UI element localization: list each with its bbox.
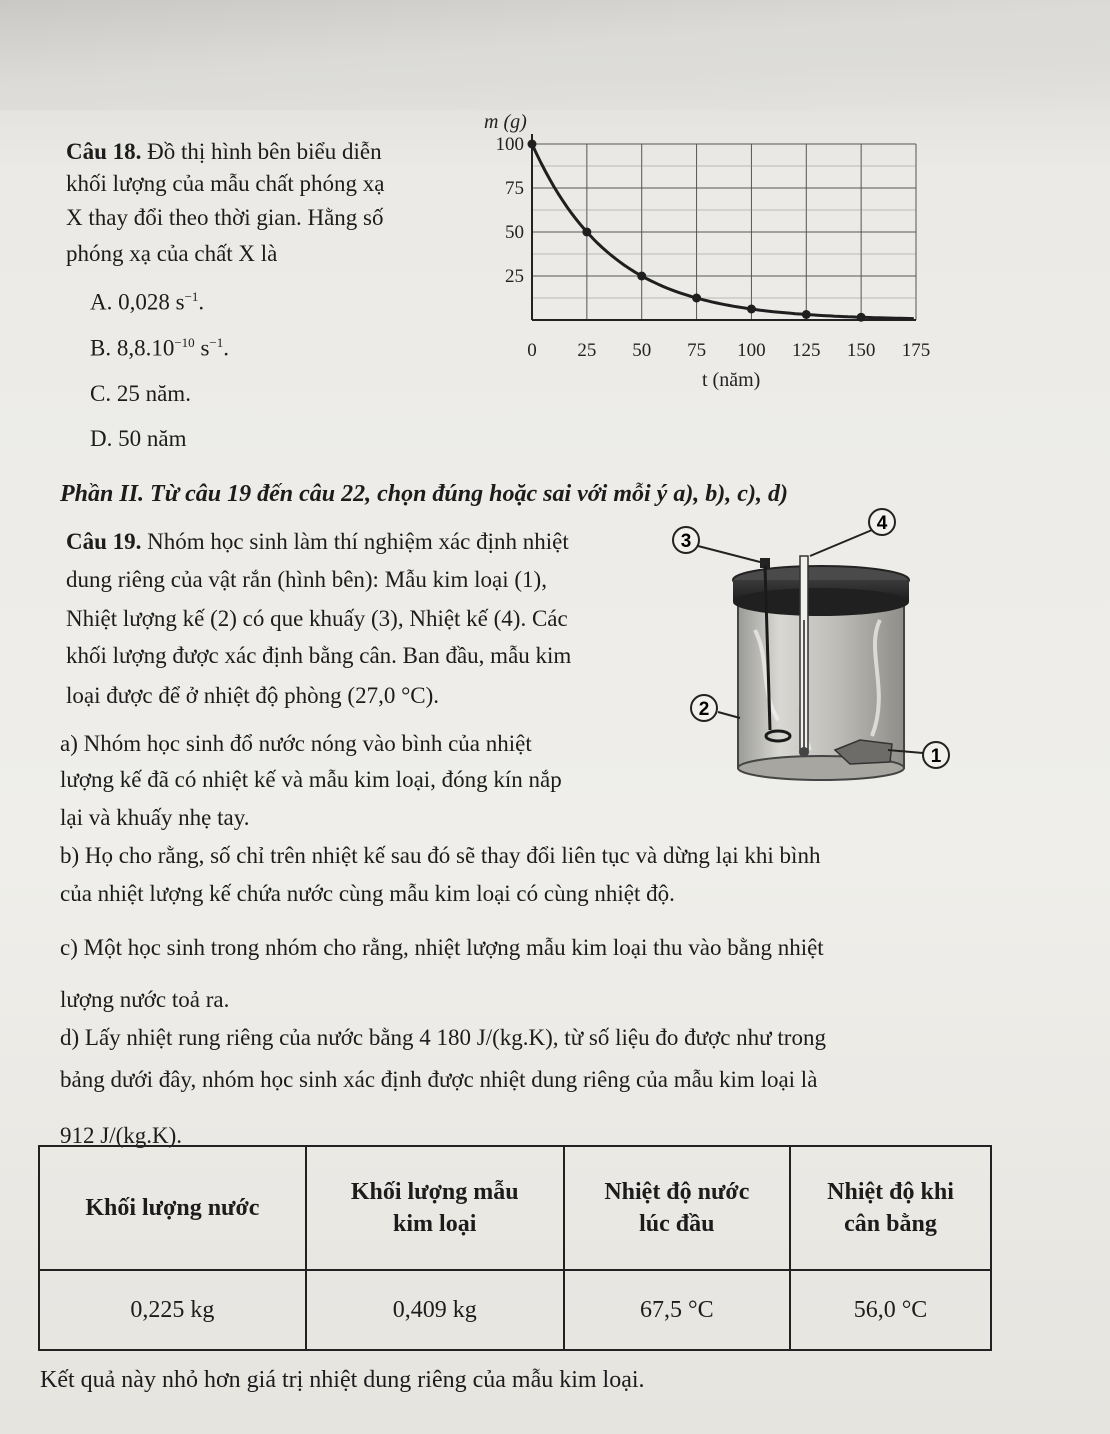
data-point: [747, 305, 756, 314]
label-1: [923, 742, 949, 768]
calorimeter-figure: [660, 500, 960, 790]
q18-line-3: X thay đổi theo thời gian. Hằng số: [66, 205, 384, 230]
data-point: [802, 310, 811, 319]
label-2-text: 2: [698, 699, 710, 720]
page-shadow: [0, 0, 1110, 110]
q19-a-line-2: lượng kế đã có nhiệt kế và mẫu kim loại, đóng kín nắp: [60, 767, 562, 792]
label-3-text: 3: [680, 531, 692, 552]
x-tick-label: 0: [527, 340, 537, 361]
data-point: [857, 313, 866, 322]
label-3: [673, 527, 699, 553]
q18-option-c[interactable]: [90, 382, 191, 405]
q19-d-line-1: d) Lấy nhiệt rung riêng của nước bằng 4 180 J/(kg.K), từ số liệu đo được như trong: [60, 1025, 826, 1050]
option-b-key: B.: [90, 335, 112, 361]
q19-c-line-1: c) Một học sinh trong nhóm cho rằng, nhiệt lượng mẫu kim loại thu vào bằng nhiệt: [60, 935, 824, 960]
q19-line-2: dung riêng của vật rắn (hình bên): Mẫu kim loại (1),: [66, 567, 547, 592]
header-water-mass-line-1: Khối lượng nước: [85, 1194, 260, 1221]
q18-line-1: [66, 140, 382, 163]
q19-conclusion: Kết quả này nhỏ hơn giá trị nhiệt dung riêng của mẫu kim loại.: [40, 1367, 645, 1393]
q19-label: Câu 19.: [66, 529, 142, 554]
option-b-mid: s: [194, 335, 210, 361]
q18-text-1: Đồ thị hình bên biểu diễn: [147, 139, 382, 164]
q19-a-line-1: a) Nhóm học sinh đổ nước nóng vào bình của nhiệt: [60, 731, 532, 756]
option-b-sup2: −1: [209, 335, 224, 350]
x-axis-label: t (năm): [702, 369, 761, 391]
table-row: [39, 1270, 991, 1350]
q19-c-line-2: lượng nước toả ra.: [60, 987, 230, 1012]
q18-option-a[interactable]: [90, 290, 204, 314]
header-initial-temp: [564, 1146, 790, 1270]
q19-b-line-2: của nhiệt lượng kế chứa nước cùng mẫu kim loại có cùng nhiệt độ.: [60, 881, 675, 906]
option-a-sup: −1: [184, 289, 199, 304]
q18-line-2: khối lượng của mẫu chất phóng xạ: [66, 171, 385, 196]
label-1-text: 1: [930, 746, 942, 767]
x-tick-label: 50: [632, 340, 652, 361]
q18-line-4: phóng xạ của chất X là: [66, 241, 278, 266]
decay-chart: [470, 110, 950, 400]
q19-line-5: loại được để ở nhiệt độ phòng (27,0 °C).: [66, 683, 440, 708]
label-4: [869, 509, 895, 535]
header-equilibrium-temp: [790, 1146, 991, 1270]
q19-line-1: [66, 530, 569, 553]
cell-sample-mass: 0,409 kg: [306, 1270, 564, 1350]
option-a-text: 0,028 s: [118, 289, 185, 315]
option-c-text: 25 năm.: [116, 381, 191, 406]
q18-label: Câu 18.: [66, 139, 142, 164]
header-sample-mass: [306, 1146, 564, 1270]
measurement-table: [38, 1145, 992, 1351]
header-equilibrium-temp-line-1: Nhiệt độ khi: [827, 1178, 954, 1205]
x-tick-label: 150: [846, 340, 876, 361]
q18-option-b[interactable]: [90, 336, 229, 360]
option-d-text: 50 năm: [118, 426, 187, 451]
option-b-sup: −10: [174, 335, 195, 350]
cell-equilibrium-temp: 56,0 °C: [790, 1270, 991, 1350]
y-tick-label: 100: [495, 134, 524, 155]
option-a-key: A.: [90, 289, 113, 315]
table-header-row: [39, 1146, 991, 1270]
q19-b-line-1: b) Họ cho rằng, số chỉ trên nhiệt kế sau đó sẽ thay đổi liên tục và dừng lại khi bình: [60, 843, 821, 868]
header-initial-temp-line-2: lúc đầu: [639, 1211, 715, 1237]
header-initial-temp-line-1: Nhiệt độ nước: [604, 1178, 750, 1205]
part2-heading: Phần II. Từ câu 19 đến câu 22, chọn đúng hoặc sai với mỗi ý a), b), c), d): [60, 481, 788, 507]
y-tick-label: 25: [505, 266, 524, 287]
header-equilibrium-temp-line-2: cân bằng: [844, 1211, 937, 1237]
y-tick-label: 75: [505, 178, 524, 199]
y-tick-label: 50: [505, 222, 524, 243]
q18-option-d[interactable]: [90, 427, 186, 450]
data-point: [528, 140, 537, 149]
header-water-mass: [39, 1146, 306, 1270]
chart-series: [528, 140, 914, 322]
data-point: [582, 228, 591, 237]
x-tick-label: 25: [577, 340, 597, 361]
header-sample-mass-line-2: kim loại: [393, 1211, 477, 1237]
data-point: [692, 294, 701, 303]
thermometer: [799, 556, 809, 757]
label-4-text: 4: [876, 513, 888, 534]
q19-d-line-3: 912 J/(kg.K).: [60, 1123, 183, 1148]
x-tick-label: 100: [737, 340, 766, 361]
x-tick-label: 175: [901, 340, 931, 361]
y-axis-label: m (g): [484, 111, 527, 133]
q19-a-line-3: lại và khuấy nhẹ tay.: [60, 805, 250, 830]
data-point: [637, 272, 646, 281]
x-tick-label: 75: [687, 340, 707, 361]
option-c-key: C.: [90, 381, 112, 406]
header-sample-mass-line-1: Khối lượng mẫu: [350, 1178, 519, 1205]
q19-text-1: Nhóm học sinh làm thí nghiệm xác định nhiệt: [147, 529, 569, 554]
option-a-tail: .: [198, 289, 205, 315]
chart-axes: [532, 134, 916, 320]
q19-d-line-2: bảng dưới đây, nhóm học sinh xác định được nhiệt dung riêng của mẫu kim loại là: [60, 1067, 818, 1092]
chart-ticks: [496, 134, 931, 361]
option-d-key: D.: [90, 426, 113, 451]
cell-initial-temp: 67,5 °C: [564, 1270, 790, 1350]
q19-line-4: khối lượng được xác định bằng cân. Ban đầu, mẫu kim: [66, 643, 572, 668]
cell-water-mass: 0,225 kg: [39, 1270, 306, 1350]
option-b-tail: .: [223, 335, 229, 361]
label-2: [691, 695, 717, 721]
option-b-text: 8,8.10: [116, 335, 175, 361]
q19-line-3: Nhiệt lượng kế (2) có que khuấy (3), Nhiệt kế (4). Các: [66, 606, 568, 631]
x-tick-label: 125: [792, 340, 821, 361]
calorimeter-lid: [733, 566, 909, 616]
